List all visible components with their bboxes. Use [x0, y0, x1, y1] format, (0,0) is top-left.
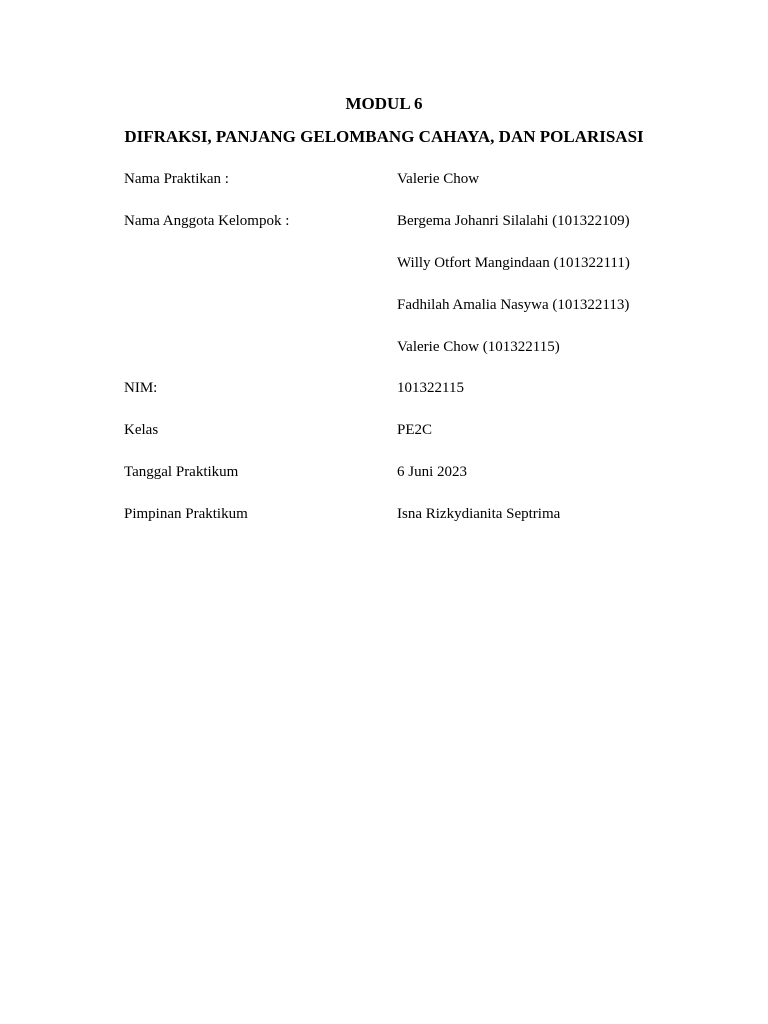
- anggota-member-3: Fadhilah Amalia Nasywa (101322113): [397, 297, 630, 313]
- pimpinan-praktikum-value: Isna Rizkydianita Septrima: [397, 506, 561, 522]
- nim-value: 101322115: [397, 380, 464, 396]
- nama-praktikan-label: Nama Praktikan :: [124, 171, 229, 187]
- kelas-value: PE2C: [397, 422, 433, 438]
- anggota-kelompok-label: Nama Anggota Kelompok :: [124, 213, 290, 229]
- anggota-member-4: Valerie Chow (101322115): [397, 339, 560, 355]
- tanggal-praktikum-label: Tanggal Praktikum: [124, 464, 239, 480]
- nim-label: NIM:: [124, 380, 158, 396]
- pimpinan-praktikum-label: Pimpinan Praktikum: [124, 506, 248, 522]
- document-subtitle: DIFRAKSI, PANJANG GELOMBANG CAHAYA, DAN POLARISASI: [124, 127, 644, 146]
- tanggal-praktikum-value: 6 Juni 2023: [397, 464, 468, 480]
- nama-praktikan-value: Valerie Chow: [397, 171, 480, 187]
- anggota-member-1: Bergema Johanri Silalahi (101322109): [397, 213, 630, 229]
- module-title: MODUL 6: [345, 94, 423, 113]
- anggota-member-2: Willy Otfort Mangindaan (101322111): [397, 255, 630, 271]
- kelas-label: Kelas: [124, 422, 159, 438]
